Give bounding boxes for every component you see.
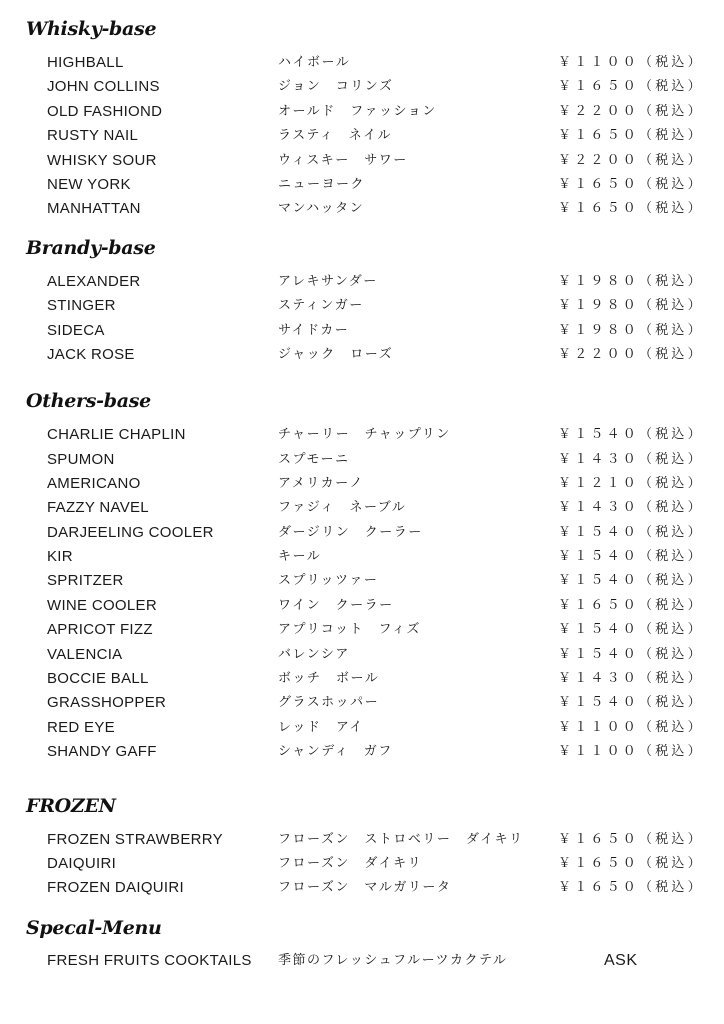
menu-item-row (0, 101, 724, 123)
item-name-en: KIR (47, 548, 73, 565)
item-name-jp: スプリッツァー (278, 573, 379, 588)
item-name-en: JACK ROSE (47, 346, 135, 363)
item-name-en: FAZZY NAVEL (47, 499, 149, 516)
item-name-jp: マンハッタン (278, 201, 365, 216)
item-price: ￥１５４０（税込） (558, 573, 704, 588)
item-name-en: VALENCIA (47, 646, 123, 663)
item-name-jp: アメリカーノ (278, 476, 364, 491)
menu-item-row (0, 344, 724, 366)
item-price: ￥１１００（税込） (558, 744, 704, 759)
section-title-special-menu: Specal-Menu (26, 917, 162, 939)
section-title-whisky-base: Whisky-base (26, 18, 157, 40)
item-price: ￥１５４０（税込） (558, 622, 704, 637)
menu-item-row (0, 546, 724, 568)
item-price: ￥１６５０（税込） (558, 832, 704, 847)
menu-item-row (0, 449, 724, 471)
menu-item-row (0, 717, 724, 739)
item-price: ￥２２００（税込） (558, 347, 704, 362)
item-name-en: FROZEN STRAWBERRY (47, 831, 223, 848)
item-price: ￥１１００（税込） (558, 55, 704, 70)
item-price: ￥１９８０（税込） (558, 274, 704, 289)
item-name-jp: 季節のフレッシュフルーツカクテル (278, 953, 508, 968)
item-name-en: STINGER (47, 297, 116, 314)
item-price: ￥１６５０（税込） (558, 79, 704, 94)
item-name-en: DARJEELING COOLER (47, 524, 214, 541)
item-name-en: SPRITZER (47, 572, 124, 589)
item-price: ￥１６５０（税込） (558, 598, 704, 613)
item-name-jp: グラスホッパー (278, 695, 380, 710)
item-price: ￥１９８０（税込） (558, 298, 704, 313)
menu-item-row (0, 853, 724, 875)
item-name-en: GRASSHOPPER (47, 694, 167, 711)
item-price: ￥１５４０（税込） (558, 695, 704, 710)
item-price: ￥１１００（税込） (558, 720, 704, 735)
item-name-en: SHANDY GAFF (47, 743, 157, 760)
item-price: ￥１４３０（税込） (558, 452, 704, 467)
item-price: ￥１２１０（税込） (558, 476, 704, 491)
menu-item-row (0, 76, 724, 98)
item-name-jp: キール (278, 549, 322, 564)
menu-item-row (0, 52, 724, 74)
item-name-en: WHISKY SOUR (47, 152, 157, 169)
item-name-en: MANHATTAN (47, 200, 141, 217)
item-price: ￥１５４０（税込） (558, 427, 704, 442)
item-price: ￥１４３０（税込） (558, 500, 704, 515)
section-title-frozen: FROZEN (26, 795, 116, 817)
item-name-jp: アレキサンダー (278, 274, 378, 289)
section-title-brandy-base: Brandy-base (26, 237, 156, 259)
item-name-jp: シャンディ ガフ (278, 744, 393, 759)
item-name-jp: バレンシア (278, 647, 350, 662)
item-name-en: AMERICANO (47, 475, 141, 492)
menu-item-row (0, 619, 724, 641)
menu-item-row (0, 125, 724, 147)
menu-item-row (0, 570, 724, 592)
item-name-jp: ニューヨーク (278, 177, 366, 192)
menu-item-row (0, 950, 724, 972)
item-price: ASK (604, 952, 638, 969)
menu-item-row (0, 424, 724, 446)
item-name-en: APRICOT FIZZ (47, 621, 153, 638)
item-name-en: HIGHBALL (47, 54, 124, 71)
menu-item-row (0, 692, 724, 714)
item-name-en: OLD FASHIOND (47, 103, 163, 120)
item-price: ￥１５４０（税込） (558, 525, 704, 540)
item-name-en: WINE COOLER (47, 597, 157, 614)
menu-item-row (0, 877, 724, 899)
item-price: ￥１６５０（税込） (558, 856, 704, 871)
item-name-en: NEW YORK (47, 176, 131, 193)
item-name-en: FRESH FRUITS COOKTAILS (47, 952, 252, 969)
item-name-jp: ワイン クーラー (278, 598, 394, 613)
menu-item-row (0, 644, 724, 666)
item-price: ￥１５４０（税込） (558, 647, 704, 662)
item-price: ￥２２００（税込） (558, 104, 704, 119)
item-name-jp: スプモーニ (278, 452, 350, 467)
item-name-en: BOCCIE BALL (47, 670, 149, 687)
section-title-others-base: Others-base (26, 390, 151, 412)
menu-item-row (0, 198, 724, 220)
item-name-jp: ファジィ ネーブル (278, 500, 407, 515)
menu-item-row (0, 668, 724, 690)
item-name-jp: アプリコット フィズ (278, 622, 421, 637)
item-name-en: RED EYE (47, 719, 115, 736)
item-name-jp: レッド アイ (278, 720, 364, 735)
menu-item-row (0, 320, 724, 342)
item-name-jp: チャーリー チャップリン (278, 427, 451, 442)
menu-item-row (0, 497, 724, 519)
item-name-jp: ラスティ ネイル (278, 128, 393, 143)
item-name-en: ALEXANDER (47, 273, 141, 290)
item-name-jp: フローズン マルガリータ (278, 880, 452, 895)
menu-item-row (0, 271, 724, 293)
menu-item-row (0, 295, 724, 317)
item-name-en: JOHN COLLINS (47, 78, 160, 95)
menu-item-row (0, 741, 724, 763)
item-price: ￥１４３０（税込） (558, 671, 704, 686)
item-name-en: RUSTY NAIL (47, 127, 139, 144)
item-price: ￥１５４０（税込） (558, 549, 704, 564)
menu-item-row (0, 473, 724, 495)
menu-item-row (0, 522, 724, 544)
item-name-jp: オールド ファッション (278, 104, 437, 119)
item-name-en: DAIQUIRI (47, 855, 117, 872)
menu-item-row (0, 829, 724, 851)
menu-item-row (0, 174, 724, 196)
item-name-jp: フローズン ストロベリー ダイキリ (278, 832, 524, 847)
item-name-jp: ジャック ローズ (278, 347, 394, 362)
item-name-jp: スティンガー (278, 298, 364, 313)
item-name-jp: サイドカー (278, 323, 350, 338)
item-price: ￥１９８０（税込） (558, 323, 704, 338)
item-name-jp: ダージリン クーラー (278, 525, 423, 540)
item-name-jp: ハイボール (278, 55, 351, 70)
item-price: ￥１６５０（税込） (558, 201, 704, 216)
item-price: ￥１６５０（税込） (558, 128, 704, 143)
item-name-en: CHARLIE CHAPLIN (47, 426, 186, 443)
item-name-jp: フローズン ダイキリ (278, 856, 423, 871)
item-price: ￥１６５０（税込） (558, 880, 704, 895)
item-name-en: FROZEN DAIQUIRI (47, 879, 185, 896)
menu-item-row (0, 150, 724, 172)
item-name-jp: ボッチ ボール (278, 671, 380, 686)
menu-item-row (0, 595, 724, 617)
item-name-en: SIDECA (47, 322, 105, 339)
item-price: ￥２２００（税込） (558, 153, 704, 168)
item-name-en: SPUMON (47, 451, 115, 468)
item-name-jp: ジョン コリンズ (278, 79, 394, 94)
item-name-jp: ウィスキー サワー (278, 153, 408, 168)
item-price: ￥１６５０（税込） (558, 177, 704, 192)
